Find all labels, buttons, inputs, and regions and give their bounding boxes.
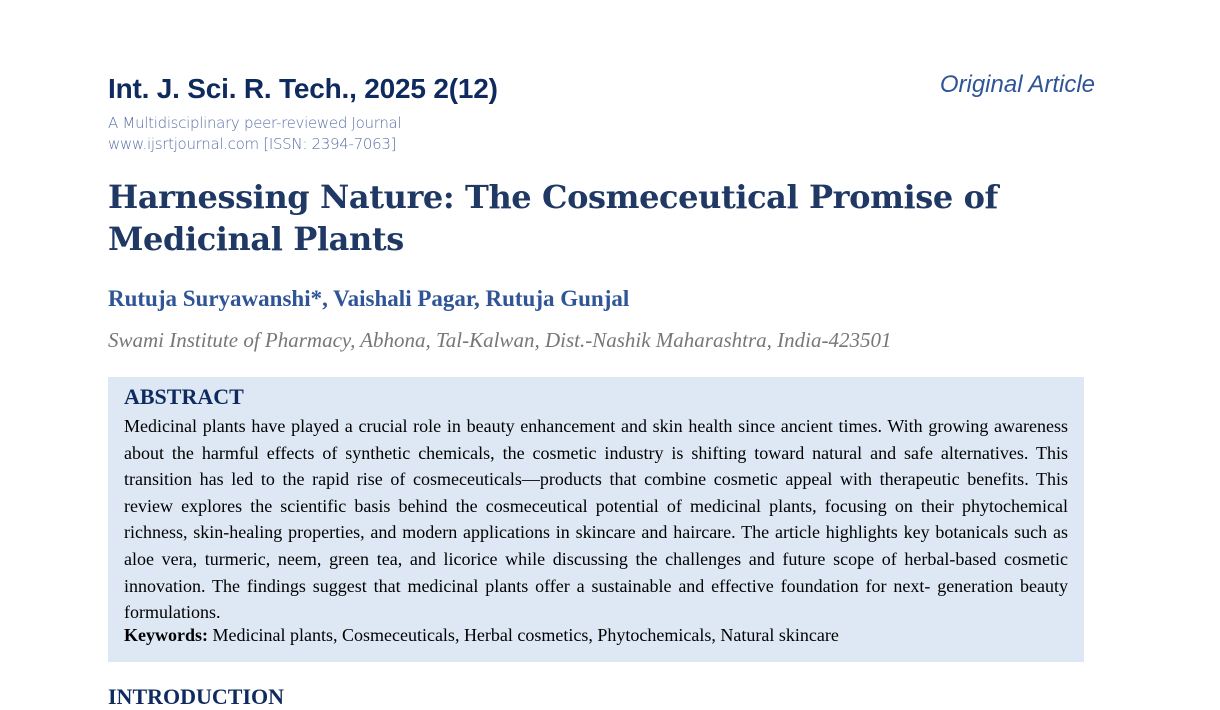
keywords: [124, 625, 839, 646]
abstract-text: Medicinal plants have played a crucial role in beauty enhancement and skin health since ancient times. With growing awareness about the harmful effects of synthetic chemicals, the cosmetic industry is shifting toward natural and safe alternatives. This transition has led to the rapid rise of cosmeceuticals—products that combine cosmetic appeal with therapeutic benefits. This review explores the scientific basis behind the cosmeceutical potential of medicinal plants, focusing on their phytochemical richness, skin-healing properties, and modern applications in skincare and haircare. The article highlights key botanicals such as aloe vera, turmeric, neem, green tea, and licorice while discussing the challenges and future scope of herbal-based cosmetic innovation. The findings suggest that medicinal plants offer a sustainable and effective foundation for next- generation beauty formulations.: [124, 416, 1068, 623]
journal-website: www.ijsrtjournal.com [ISSN: 2394-7063]: [108, 135, 397, 153]
paper-title: Harnessing Nature: The Cosmeceutical Promise of Medicinal Plants: [108, 178, 998, 258]
abstract-box: [108, 377, 1084, 662]
article-type: Original Article: [939, 71, 1095, 98]
affiliation: Swami Institute of Pharmacy, Abhona, Tal-Kalwan, Dist.-Nashik Maharashtra, India-423501: [108, 328, 892, 352]
journal-citation: Int. J. Sci. R. Tech., 2025 2(12): [108, 73, 498, 104]
keywords-list: Medicinal plants, Cosmeceuticals, Herbal cosmetics, Phytochemicals, Natural skincare: [208, 625, 839, 645]
keywords-label: Keywords:: [124, 625, 208, 645]
authors: Rutuja Suryawanshi*, Vaishali Pagar, Rutuja Gunjal: [108, 286, 630, 311]
abstract-heading: ABSTRACT: [124, 384, 244, 409]
introduction-heading: INTRODUCTION: [108, 684, 285, 709]
journal-subtitle: A Multidisciplinary peer-reviewed Journal: [108, 114, 402, 132]
